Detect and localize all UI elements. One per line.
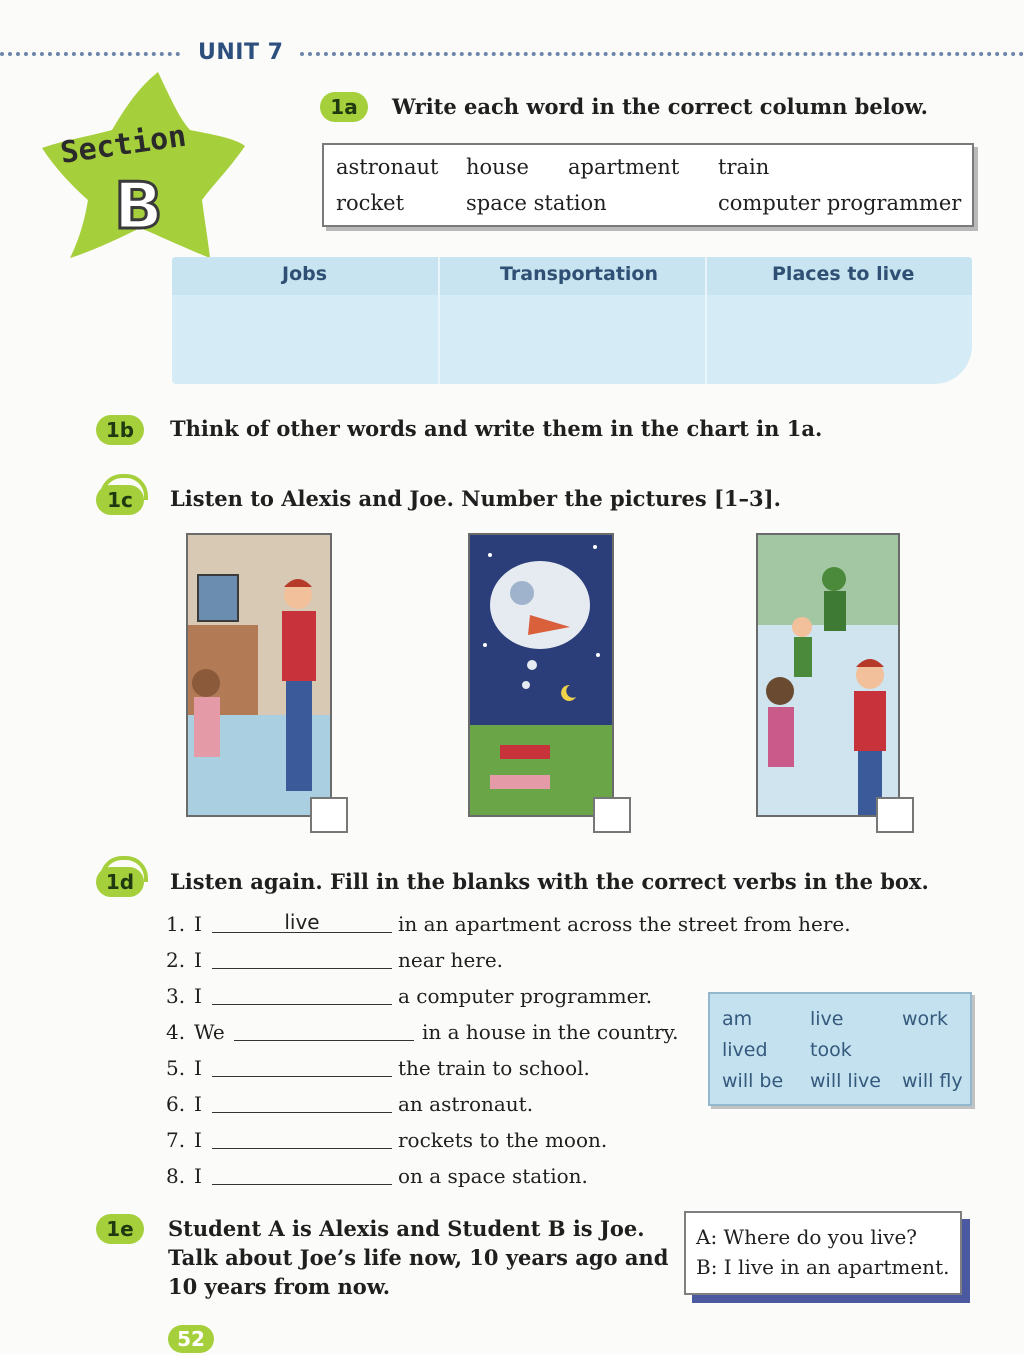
answer-blank[interactable] [212, 946, 392, 969]
picture-number-box[interactable] [876, 797, 914, 833]
sentence-rest: the train to school. [398, 1056, 590, 1080]
sentence-number: 4. [166, 1020, 186, 1044]
sentence-subject: I [194, 1128, 202, 1152]
picture-number-box[interactable] [593, 797, 631, 833]
instruction-1e-line2: Talk about Joe’s life now, 10 years ago and [168, 1245, 669, 1270]
word-item: space station [466, 191, 607, 215]
word-item: train [718, 155, 770, 179]
sentence-rest: near here. [398, 948, 504, 972]
sentence-rest: in an apartment across the street from here. [398, 912, 851, 936]
dream-of-space-illustration [468, 533, 614, 817]
sentence-number: 7. [166, 1128, 186, 1152]
sentence-subject: I [194, 1164, 202, 1188]
section-star-badge [40, 68, 250, 263]
sentence-subject: I [194, 1056, 202, 1080]
sentence-subject: I [194, 912, 202, 936]
header-dots-left [0, 52, 180, 56]
sentence-rest: on a space station. [398, 1164, 588, 1188]
section-label: Section [58, 118, 189, 171]
instruction-1a: Write each word in the correct column below. [392, 94, 928, 119]
unit-title: UNIT 7 [198, 40, 284, 65]
sentence-number: 2. [166, 948, 186, 972]
badge-1d: 1d [96, 867, 144, 897]
verb-item: will fly [902, 1070, 963, 1092]
sentence-rest: in a house in the country. [422, 1020, 679, 1044]
sentence-rest: rockets to the moon. [398, 1128, 608, 1152]
answer-blank[interactable] [212, 1054, 392, 1077]
instruction-1b: Think of other words and write them in the chart in 1a. [170, 416, 823, 441]
word-item: computer programmer [718, 191, 962, 215]
verb-item: lived [722, 1039, 768, 1061]
answer-blank[interactable] [212, 982, 392, 1005]
answer-blank[interactable] [212, 1090, 392, 1113]
page-number: 52 [168, 1325, 214, 1353]
sentence-number: 8. [166, 1164, 186, 1188]
word-box [322, 143, 974, 227]
dialog-line-a: A: Where do you live? [696, 1225, 917, 1249]
chart-header-jobs: Jobs [282, 263, 328, 285]
verb-item: will be [722, 1070, 784, 1092]
dialog-line-b: B: I live in an apartment. [696, 1255, 950, 1279]
sentence-rest: an astronaut. [398, 1092, 534, 1116]
word-chart [172, 257, 972, 384]
word-item: apartment [568, 155, 680, 179]
verb-item: work [902, 1008, 948, 1030]
verb-item: will live [810, 1070, 881, 1092]
chart-cell-transportation[interactable] [440, 297, 704, 384]
sentence-number: 3. [166, 984, 186, 1008]
sentence-rest: a computer programmer. [398, 984, 653, 1008]
verb-item: live [810, 1008, 844, 1030]
apartment-scene-illustration [756, 533, 900, 817]
header-dots-right [300, 52, 1024, 56]
answer-blank[interactable]: live [212, 910, 392, 933]
word-item: rocket [336, 191, 405, 215]
sentence-number: 1. [166, 912, 186, 936]
sentence-number: 5. [166, 1056, 186, 1080]
badge-1a: 1a [320, 92, 368, 122]
sentence-subject: I [194, 1092, 202, 1116]
chart-cell-places[interactable] [707, 297, 972, 384]
section-letter: B [114, 170, 163, 244]
instruction-1d: Listen again. Fill in the blanks with the correct verbs in the box. [170, 869, 929, 894]
answer-blank[interactable] [212, 1126, 392, 1149]
badge-1b: 1b [96, 415, 144, 445]
verb-item: took [810, 1039, 852, 1061]
sentence-subject: We [194, 1020, 225, 1044]
answer-blank[interactable] [212, 1162, 392, 1185]
verb-item: am [722, 1008, 753, 1030]
family-scene-illustration [186, 533, 332, 817]
chart-header-transportation: Transportation [500, 263, 659, 285]
badge-1c: 1c [96, 485, 144, 515]
picture-number-box[interactable] [310, 797, 348, 833]
badge-1e: 1e [96, 1214, 144, 1244]
chart-cell-jobs[interactable] [172, 297, 438, 384]
answer-blank[interactable] [234, 1018, 414, 1041]
verb-box [708, 992, 972, 1106]
word-item: house [466, 155, 529, 179]
sentence-subject: I [194, 948, 202, 972]
sentence-number: 6. [166, 1092, 186, 1116]
instruction-1e-line3: 10 years from now. [168, 1274, 391, 1299]
sentence-subject: I [194, 984, 202, 1008]
word-item: astronaut [336, 155, 439, 179]
chart-header-places: Places to live [772, 263, 915, 285]
instruction-1e-line1: Student A is Alexis and Student B is Joe. [168, 1216, 645, 1241]
example-dialog-box [684, 1211, 962, 1295]
instruction-1c: Listen to Alexis and Joe. Number the pictures [1–3]. [170, 486, 781, 511]
